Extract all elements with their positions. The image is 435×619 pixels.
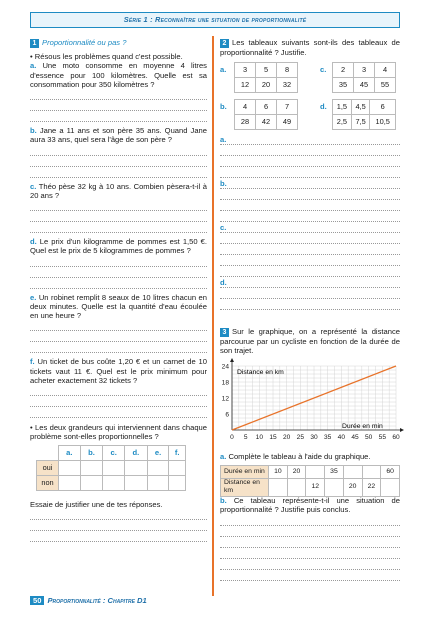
answer-table (36, 445, 186, 491)
column-divider (212, 36, 214, 596)
x-tick-label: 15 (269, 434, 277, 441)
answer-line[interactable] (30, 509, 207, 520)
answer-line[interactable] (30, 89, 207, 100)
x-tick-label: 5 (243, 434, 248, 441)
table-head: e. (147, 445, 169, 460)
table-cell[interactable] (287, 479, 306, 497)
x-axis-arrow (400, 428, 404, 432)
answer-line[interactable] (220, 200, 400, 211)
answer-line[interactable] (220, 145, 400, 156)
row-head: Distance en km (221, 479, 269, 497)
answer-line[interactable] (220, 515, 400, 526)
duration-distance-table (220, 465, 400, 497)
answer-line[interactable] (220, 299, 400, 310)
table-cell[interactable] (306, 466, 325, 479)
table-cell[interactable] (325, 479, 344, 497)
y-tick-label: 6 (225, 411, 229, 419)
x-tick-label: 25 (296, 434, 305, 441)
x-tick-label: 60 (392, 434, 400, 441)
answer-cell[interactable] (59, 475, 81, 490)
answer-cell[interactable] (103, 475, 125, 490)
y-axis-label: Distance en km (237, 369, 284, 376)
answer-line[interactable] (30, 396, 207, 407)
question-b: b. Jane a 11 ans et son père 35 ans. Quand Jane aura 33 ans, quel sera l'âge de son père ? (30, 126, 207, 145)
answer-line[interactable] (220, 559, 400, 570)
answer-cell[interactable] (147, 475, 169, 490)
question-e: e. Un robinet remplit 8 seaux de 10 litres chacun en deux minutes. Quelle est la quantité d'eau écoulée en une heure ? (30, 292, 207, 320)
answer-line[interactable] (30, 342, 207, 353)
answer-line[interactable] (220, 537, 400, 548)
table-head: b. (80, 445, 103, 460)
series-header: Série 1 : Reconnaître une situation de proportionnalité (30, 12, 400, 28)
answer-line[interactable] (220, 156, 400, 167)
justify-instruction: Essaie de justifier une de tes réponses. (30, 499, 163, 509)
question-proportional: • Les deux grandeurs qui interviennent dans chaque problème sont-elles proportionnelles ? (30, 423, 207, 442)
answer-line[interactable] (220, 189, 400, 200)
x-tick-label: 40 (337, 434, 346, 441)
answer-line[interactable] (30, 531, 207, 542)
table-corner (37, 445, 59, 460)
table-head: a. (59, 445, 81, 460)
answer-cell[interactable] (80, 460, 103, 475)
question-3a: a. Complète le tableau à l'aide du graphique. (220, 452, 371, 461)
table-d: 1,5 4,5 6 2,5 7,5 10,5 (332, 99, 396, 130)
answer-line[interactable] (220, 570, 400, 581)
answer-line[interactable] (30, 267, 207, 278)
distance-chart (220, 358, 405, 448)
table-cell[interactable] (381, 479, 400, 497)
exercise-1-title: 1 Proportionnalité ou pas ? (30, 38, 207, 48)
row-label-non: non (37, 475, 59, 490)
table-cell[interactable]: 22 (362, 479, 381, 497)
exercise-number: 2 (220, 39, 229, 48)
question-c: c. Théo pèse 32 kg à 10 ans. Combien pèsera-t-il à 20 ans ? (30, 181, 207, 200)
table-cell[interactable]: 35 (325, 466, 344, 479)
table-b: 4 6 7 28 42 49 (234, 99, 298, 130)
table-head: c. (103, 445, 125, 460)
table-cell[interactable]: 20 (287, 466, 306, 479)
answer-line[interactable] (220, 288, 400, 299)
exercise-3-intro: 3 Sur le graphique, on a représenté la distance parcourue par un cycliste en fonction de la durée de son trajet. (220, 327, 400, 356)
answer-line[interactable] (220, 211, 400, 222)
table-cell[interactable]: 10 (269, 466, 288, 479)
answer-line[interactable] (30, 156, 207, 167)
row-head: Durée en min (221, 466, 269, 479)
y-axis-arrow (230, 358, 234, 362)
answer-line[interactable]: b. (220, 178, 400, 189)
answer-line[interactable]: a. (220, 134, 400, 145)
answer-line[interactable] (30, 211, 207, 222)
page-footer (30, 596, 147, 608)
x-axis-label: Durée en min (342, 423, 383, 430)
answer-line[interactable] (30, 111, 207, 122)
answer-cell[interactable] (124, 475, 147, 490)
instruction: • Résous les problèmes quand c'est possible. (30, 52, 183, 61)
answer-line[interactable] (30, 278, 207, 289)
page-number: 50 (30, 596, 44, 605)
answer-line[interactable] (220, 548, 400, 559)
answer-line[interactable] (30, 385, 207, 396)
y-tick-label: 12 (221, 395, 229, 403)
exercise-number: 1 (30, 39, 39, 48)
answer-line[interactable] (30, 256, 207, 267)
x-tick-label: 50 (364, 434, 373, 441)
table-cell[interactable]: 12 (306, 479, 325, 497)
answer-cell[interactable] (124, 460, 147, 475)
table-cell[interactable]: 60 (381, 466, 400, 479)
x-tick-label: 10 (255, 434, 264, 441)
answer-cell[interactable] (147, 460, 169, 475)
answer-cell[interactable] (103, 460, 125, 475)
table-c: 2 3 4 35 45 55 (332, 62, 396, 93)
x-tick-label: 0 (230, 434, 234, 441)
x-tick-label: 55 (378, 434, 387, 441)
answer-line[interactable] (220, 255, 400, 266)
answer-cell[interactable] (80, 475, 103, 490)
answer-line[interactable] (30, 222, 207, 233)
answer-line[interactable] (30, 167, 207, 178)
answer-cell[interactable] (169, 475, 186, 490)
answer-line[interactable] (220, 526, 400, 537)
question-f: f. Un ticket de bus coûte 1,20 € et un carnet de 10 tickets vaut 11 €. Quel est le prix minimum pour acheter exactement 32 tickets ? (30, 357, 207, 385)
answer-line[interactable] (220, 167, 400, 178)
chapter-label: Proportionnalité : Chapitre D1 (47, 596, 147, 605)
table-cell[interactable] (343, 466, 362, 479)
answer-line[interactable] (30, 407, 207, 418)
table-head: f. (169, 445, 186, 460)
x-tick-label: 35 (323, 434, 332, 441)
exercise-2-answers (220, 134, 400, 310)
exercise-number: 3 (220, 328, 229, 337)
question-3b: b. Ce tableau représente-t-il une situation de proportionnalité ? Justifie puis conclus. (220, 496, 400, 581)
exercise-2-intro: 2 Les tableaux suivants sont-ils des tableaux de proportionnalité ? Justifie. (220, 38, 400, 57)
answer-line[interactable]: c. (220, 222, 400, 233)
x-tick-label: 30 (310, 434, 318, 441)
answer-line[interactable] (220, 266, 400, 277)
answer-line[interactable] (30, 100, 207, 111)
answer-line[interactable] (220, 244, 400, 255)
x-tick-label: 45 (351, 434, 359, 441)
answer-cell[interactable] (169, 460, 186, 475)
answer-line[interactable] (30, 145, 207, 156)
exercise-1 (30, 38, 207, 542)
table-cell[interactable] (269, 479, 288, 497)
table-cell[interactable]: 20 (343, 479, 362, 497)
y-tick-label: 24 (221, 363, 229, 371)
row-label-oui: oui (37, 460, 59, 475)
table-a: 3 5 8 12 20 32 (234, 62, 298, 93)
table-head: d. (124, 445, 147, 460)
table-cell[interactable] (362, 466, 381, 479)
answer-line[interactable]: d. (220, 277, 400, 288)
answer-line[interactable] (30, 331, 207, 342)
answer-line[interactable] (220, 233, 400, 244)
answer-line[interactable] (30, 200, 207, 211)
exercise-2 (220, 38, 400, 57)
answer-cell[interactable] (59, 460, 81, 475)
answer-line[interactable] (30, 320, 207, 331)
y-tick-label: 18 (221, 379, 229, 387)
question-a: a. Une moto consomme en moyenne 4 litres d'essence pour 100 kilomètres. Quelle est sa consommation pour 350 kilomètres ? (30, 61, 207, 89)
x-tick-label: 20 (282, 434, 291, 441)
answer-line[interactable] (30, 520, 207, 531)
question-d: d. Le prix d'un kilogramme de pommes est 1,50 €. Quel est le prix de 5 kilogrammes de pommes ? (30, 237, 207, 256)
exercise-3 (220, 327, 400, 356)
